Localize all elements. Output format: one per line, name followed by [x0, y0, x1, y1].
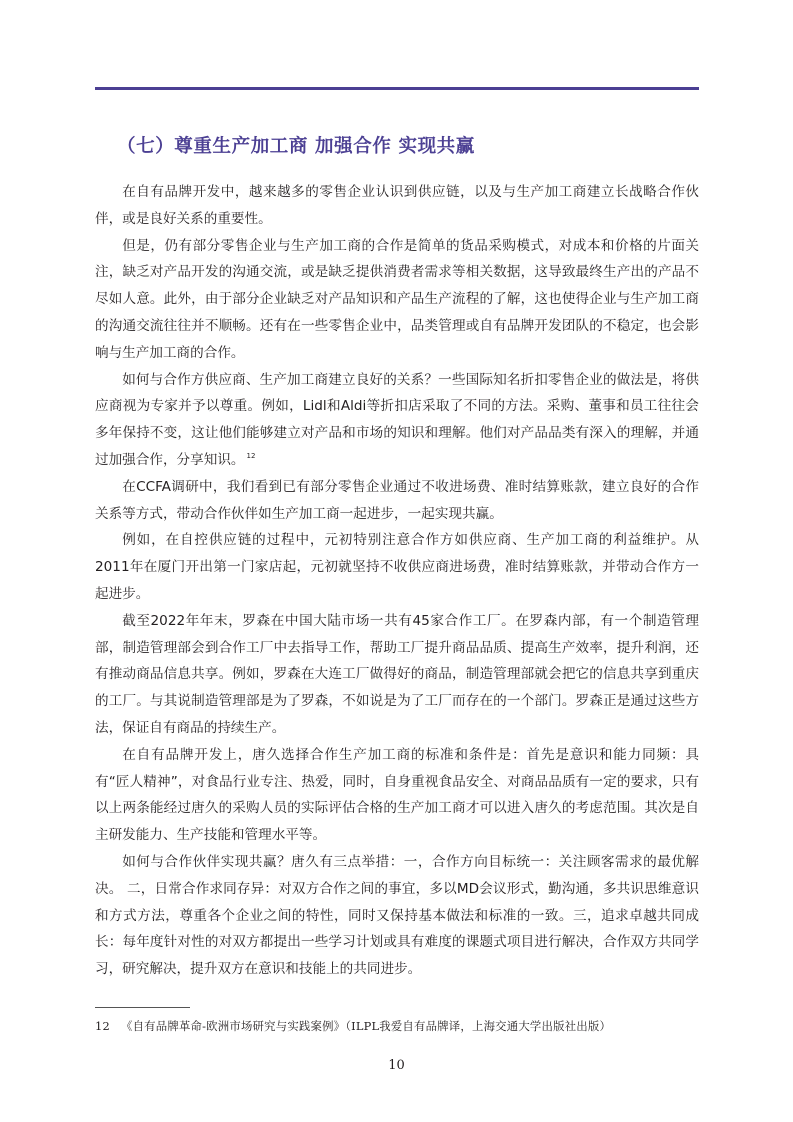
- paragraph-7: 在自有品牌开发上，唐久选择合作生产加工商的标准和条件是：首先是意识和能力同频：具有“匠人精神”，对食品行业专注、热爱，同时，自身重视食品安全、对商品品质有一定的要求，只有以上两条能经过唐久的采购人员的实际评估合格的生产加工商才可以进入唐久的考虑范围。其次是自主研发能力、生产技能和管理水平等。: [95, 746, 699, 844]
- page-number: 10: [388, 1058, 405, 1073]
- footnote: [95, 1018, 699, 1034]
- paragraph-3: [95, 367, 699, 474]
- paragraph-2: 但是，仍有部分零售企业与生产加工商的合作是简单的货品采购模式，对成本和价格的片面关注，缺乏对产品开发的沟通交流，或是缺乏提供消费者需求等相关数据，这导致最终生产出的产品不尽如人意。此外，由于部分企业缺乏对产品知识和产品生产流程的了解，这也使得企业与生产加工商的沟通交流往往并不顺畅。还有在一些零售企业中，品类管理或自有品牌开发团队的不稳定，也会影响与生产加工商的合作。: [95, 237, 699, 361]
- paragraph-4: 在CCFA调研中，我们看到已有部分零售企业通过不收进场费、准时结算账款，建立良好的合作关系等方式，带动合作伙伴如生产加工商一起进步，一起实现共赢。: [95, 478, 699, 522]
- paragraph-3-text: 如何与合作方供应商、生产加工商建立良好的关系？一些国际知名折扣零售企业的做法是，将供应商视为专家并予以尊重。例如，Lidl和Aldi等折扣店采取了不同的方法。采购、董事和员工往往会多年保持不变，这让他们能够建立对产品和市场的知识和理解。他们对产品品类有深入的理解，并通过加强合作，分享知识。: [95, 371, 699, 468]
- footnote-text: 《自有品牌革命-欧洲市场研究与实践案例》（ILPL我爱自有品牌译，上海交通大学出版社出版）: [121, 1019, 612, 1033]
- paragraph-8: 如何与合作伙伴实现共赢？唐久有三点举措：一，合作方向目标统一：关注顾客需求的最优解决。 二，日常合作求同存异：对双方合作之间的事宜，多以MD会议形式，勤沟通，多共识思维意识和方式方法，尊重各个企业之间的特性，同时又保持基本做法和标准的一致。三，追求卓越共同成长：每年度针对性的对双方都提出一些学习计划或具有难度的课题式项目进行解决，合作双方共同学习，研究解决，提升双方在意识和技能上的共同进步。: [95, 853, 699, 978]
- body-text: [95, 179, 699, 983]
- section-title: （七）尊重生产加工商 加强合作 实现共赢: [117, 136, 475, 157]
- footnote-reference: 12: [246, 451, 256, 460]
- footnote-number: 12: [95, 1019, 110, 1033]
- paragraph-1: 在自有品牌开发中，越来越多的零售企业认识到供应链，以及与生产加工商建立长战略合作伙伴，或是良好关系的重要性。: [95, 184, 699, 227]
- footnote-rule: [95, 1007, 190, 1008]
- paragraph-5: 例如，在自控供应链的过程中，元初特别注意合作方如供应商、生产加工商的利益维护。从2011年在厦门开出第一门家店起，元初就坚持不收供应商进场费，准时结算账款，并带动合作方一起进步。: [95, 532, 699, 602]
- header-rule: [95, 87, 699, 90]
- paragraph-6: 截至2022年年末，罗森在中国大陆市场一共有45家合作工厂。在罗森内部，有一个制造管理部，制造管理部会到合作工厂中去指导工作，帮助工厂提升商品品质、提高生产效率，提升利润，还有推动商品信息共享。例如，罗森在大连工厂做得好的商品，制造管理部就会把它的信息共享到重庆的工厂。与其说制造管理部是为了罗森，不如说是为了工厂而存在的一个部门。罗森正是通过这些方法，保证自有商品的持续生产。: [95, 612, 699, 736]
